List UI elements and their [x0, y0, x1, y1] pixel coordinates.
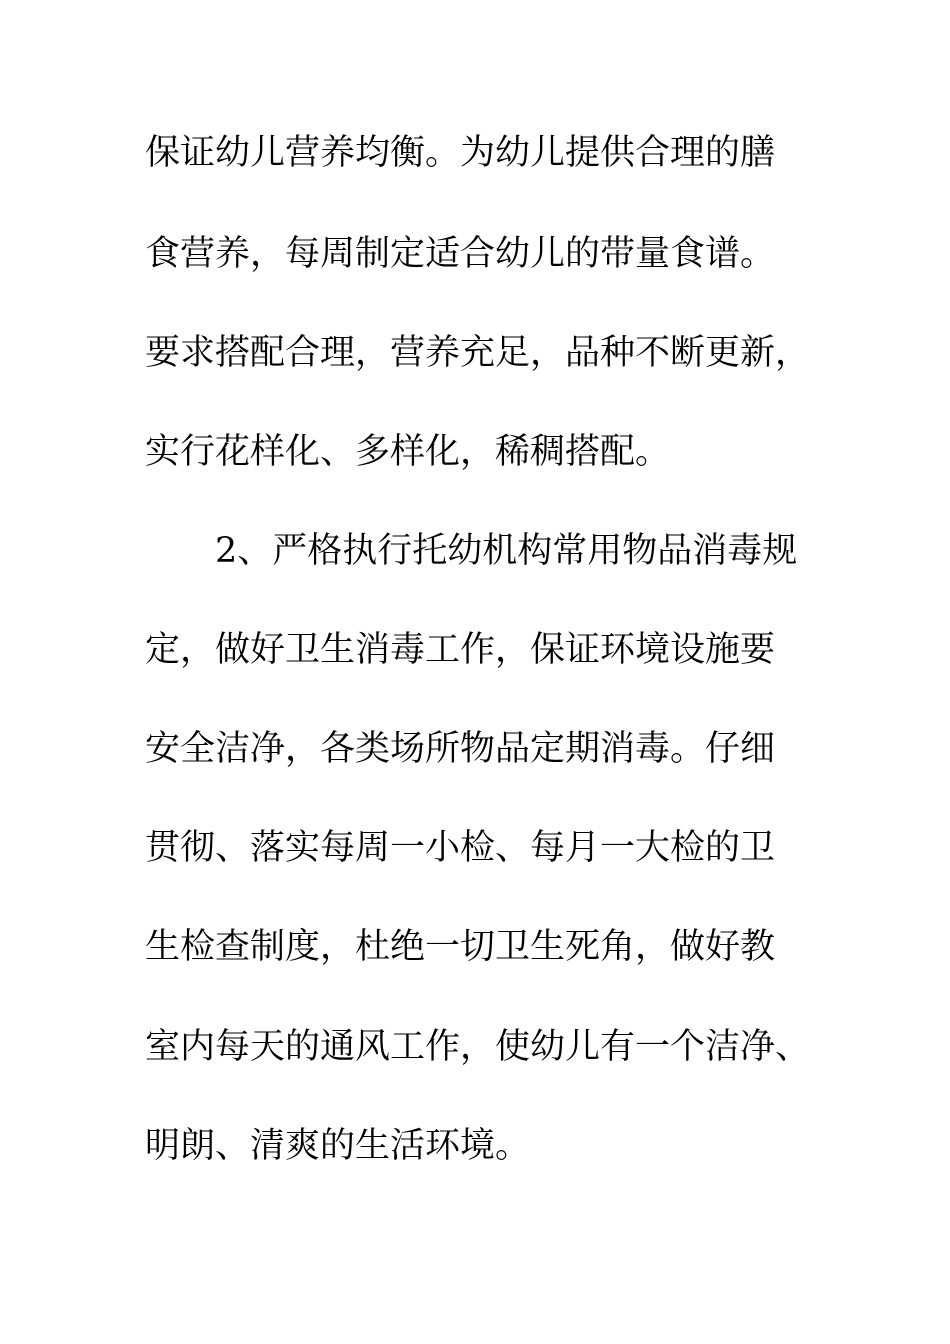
text-line: 保证幼儿营养均衡。为幼儿提供合理的膳 [145, 133, 776, 173]
text-line: 实行花样化、多样化，稀稠搭配。 [145, 432, 671, 472]
text-line: 食营养，每周制定适合幼儿的带量食谱。 [145, 234, 776, 274]
text-line: 贯彻、落实每周一小检、每月一大检的卫 [145, 828, 776, 868]
paragraph-start-line: 2、严格执行托幼机构常用物品消毒规 [215, 531, 798, 571]
text-line: 室内每天的通风工作，使幼儿有一个洁净、 [145, 1027, 811, 1067]
text-line: 定，做好卫生消毒工作，保证环境设施要 [145, 630, 776, 670]
text-line: 明朗、清爽的生活环境。 [145, 1126, 531, 1166]
text-line: 生检查制度，杜绝一切卫生死角，做好教 [145, 927, 776, 967]
text-line: 要求搭配合理，营养充足，品种不断更新， [145, 333, 811, 373]
text-line: 安全洁净，各类场所物品定期消毒。仔细 [145, 729, 776, 769]
